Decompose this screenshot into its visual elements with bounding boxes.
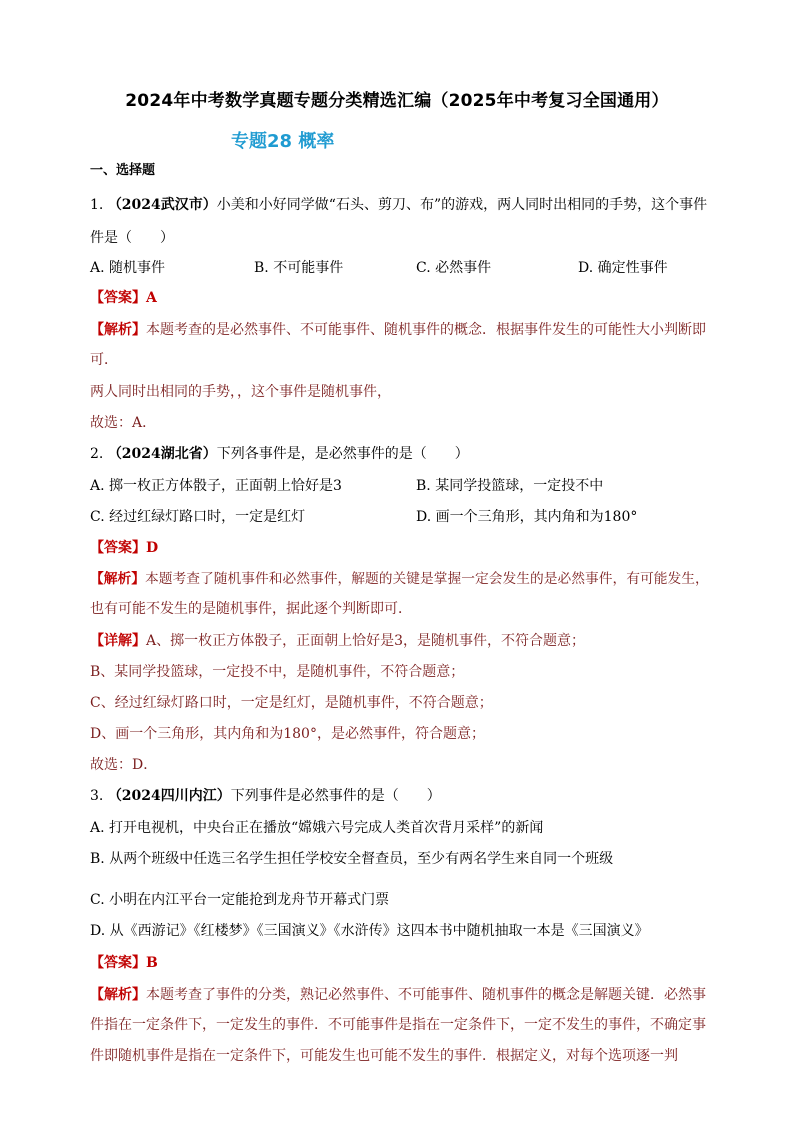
option-c: C. 小明在内江平台一定能抢到龙舟节开幕式门票 — [90, 892, 390, 908]
document-title: 2024年中考数学真题专题分类精选汇编（2025年中考复习全国通用） — [125, 91, 669, 111]
analysis-line-2: 件指在一定条件下，一定发生的事件．不可能事件是指在一定条件下，一定不发生的事件，不确定事 — [90, 1017, 706, 1033]
question-number: 2. — [90, 446, 104, 462]
detail-line-3: C、经过红绿灯路口时，一定是红灯，是随机事件，不符合题意； — [90, 695, 493, 711]
option-c: C. 必然事件 — [416, 260, 492, 276]
analysis-label: 【解析】 — [90, 322, 146, 338]
question-number: 1. — [90, 197, 104, 213]
analysis-text: 本题考查了事件的分类，熟记必然事件、不可能事件、随机事件的概念是解题关键．必然事 — [146, 987, 706, 1003]
answer-line — [90, 288, 157, 308]
detail-line-2: B、某同学投篮球，一定投不中，是随机事件，不符合题意； — [90, 664, 465, 680]
detail-text: A、掷一枚正方体骰子，正面朝上恰好是3，是随机事件，不符合题意； — [146, 633, 586, 649]
option-b: B. 不可能事件 — [254, 260, 344, 276]
option-b: B. 从两个班级中任选三名学生担任学校安全督查员，至少有两名学生来自同一个班级 — [90, 851, 614, 867]
analysis-line-1 — [90, 320, 706, 340]
conclusion: 故选：D． — [90, 757, 158, 773]
answer-line — [90, 538, 158, 558]
analysis-text: 本题考查了随机事件和必然事件，解题的关键是掌握一定会发生的是必然事件，有可能发生， — [145, 571, 709, 587]
analysis-label: 【解析】 — [90, 987, 146, 1003]
analysis-text: 本题考查的是必然事件、不可能事件、随机事件的概念．根据事件发生的可能性大小判断即 — [146, 322, 706, 338]
answer-line — [90, 953, 158, 973]
answer-label: 【答案】 — [90, 955, 146, 971]
option-d: D. 从《西游记》《红楼梦》《三国演义》《水浒传》这四本书中随机抽取一本是《三国演义》 — [90, 923, 649, 939]
answer-value: D — [146, 540, 159, 556]
answer-value: A — [146, 290, 157, 306]
question-source: （2024四川内江） — [107, 788, 231, 804]
analysis-line-2: 也有可能不发生的是随机事件，据此逐个判断即可． — [90, 601, 412, 617]
conclusion: 故选：A． — [90, 415, 157, 431]
option-c: C. 经过红绿灯路口时，一定是红灯 — [90, 509, 306, 525]
analysis-line-2: 可． — [90, 352, 118, 368]
question-1-line-1 — [90, 195, 707, 215]
section-heading: 一、选择题 — [90, 163, 156, 178]
answer-label: 【答案】 — [90, 290, 146, 306]
analysis-line-1 — [90, 569, 709, 589]
question-text: 小美和小好同学做“石头、剪刀、布”的游戏，两人同时出相同的手势，这个事件 — [216, 197, 708, 213]
option-b: B. 某同学投篮球，一定投不中 — [416, 478, 604, 494]
detail-label: 【详解】 — [90, 633, 146, 649]
question-2-line-1 — [90, 444, 469, 464]
question-text: 下列事件是必然事件的是（ ） — [230, 788, 441, 804]
question-1-line-2: 件是（ ） — [90, 230, 174, 246]
option-a: A. 掷一枚正方体骰子，正面朝上恰好是3 — [90, 478, 342, 494]
analysis-line-1 — [90, 985, 706, 1005]
detail-line-4: D、画一个三角形，其内角和为180°，是必然事件，符合题意； — [90, 726, 485, 742]
question-number: 3. — [90, 788, 104, 804]
option-d: D. 画一个三角形，其内角和为180° — [416, 509, 638, 525]
answer-value: B — [146, 955, 158, 971]
option-a: A. 打开电视机，中央台正在播放“嫦娥六号完成人类首次背月采样”的新闻 — [90, 820, 544, 836]
detail-line-1 — [90, 631, 585, 651]
analysis-label: 【解析】 — [90, 571, 146, 587]
analysis-line-3: 两人同时出相同的手势，，这个事件是随机事件， — [90, 384, 391, 400]
question-text: 下列各事件是，是必然事件的是（ ） — [216, 446, 469, 462]
answer-label: 【答案】 — [90, 540, 146, 556]
question-source: （2024武汉市） — [107, 197, 217, 213]
topic-title: 专题28 概率 — [231, 131, 335, 152]
option-d: D. 确定性事件 — [578, 260, 668, 276]
analysis-line-3: 件即随机事件是指在一定条件下，可能发生也可能不发生的事件．根据定义，对每个选项逐一判 — [90, 1048, 678, 1064]
option-a: A. 随机事件 — [90, 260, 166, 276]
question-source: （2024湖北省） — [107, 446, 217, 462]
question-3-line-1 — [90, 786, 441, 806]
